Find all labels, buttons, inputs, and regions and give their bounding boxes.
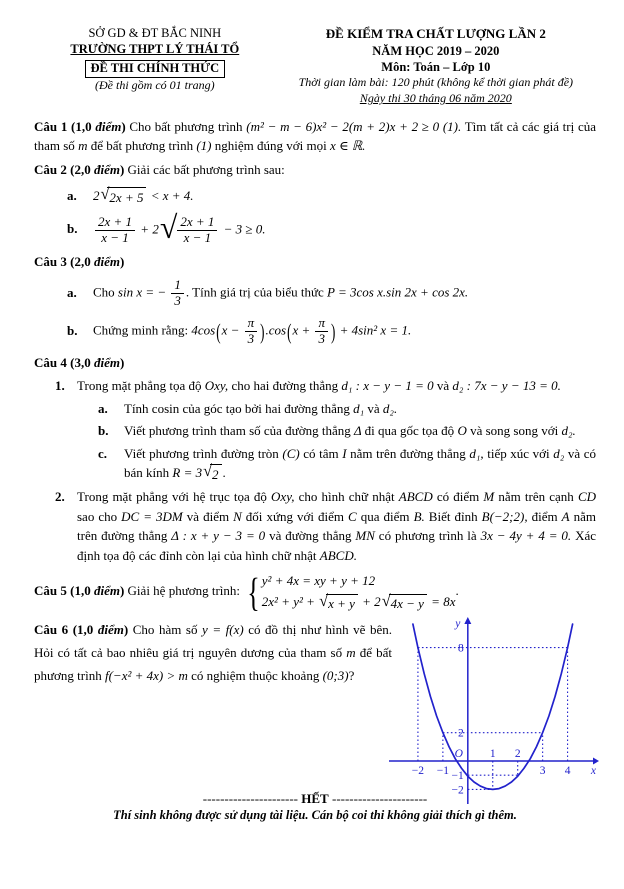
text-fragment: nghiệm đúng với mọi — [214, 138, 330, 154]
function-graph — [388, 615, 600, 805]
dashes-left: ---------------------- — [202, 791, 299, 807]
exam-date: Ngày thi 30 tháng 06 năm 2020 — [359, 90, 512, 105]
square-root — [319, 591, 358, 613]
item-marker: a. — [98, 400, 108, 416]
math-fragment: m — [346, 644, 360, 660]
page-header — [34, 26, 596, 107]
math-fragment: (m² − m − 6)x² − 2(m + 2)x + 2 ≥ 0 (1). — [246, 118, 462, 134]
question-4: Câu 4 (3,0 điểm) — [34, 355, 125, 371]
math-fragment: d₂ : 7x − y − 13 = 0. — [452, 378, 561, 393]
math-fragment: d₁, — [469, 445, 488, 461]
text-fragment: sao cho — [77, 508, 122, 524]
y-tick-label: −1 — [451, 770, 464, 783]
math-fragment: d₁ : x − y − 1 = 0 — [341, 378, 434, 393]
numerator: 1 — [171, 278, 184, 294]
text-fragment: để bất phương trình — [90, 138, 197, 154]
math-fragment: d₂. — [561, 423, 576, 438]
x-tick-label: −2 — [411, 765, 425, 778]
fraction — [95, 215, 135, 246]
big-paren: ) — [260, 318, 265, 345]
big-paren: ( — [216, 318, 221, 345]
square-root — [159, 209, 220, 246]
text-fragment: Cho hàm số — [132, 622, 202, 638]
question-4-2 — [34, 487, 596, 565]
fraction — [245, 316, 258, 347]
question-4-1b-text — [124, 421, 576, 441]
radicand: 2x + 5 — [107, 187, 146, 208]
text-fragment: có nghiệm thuộc khoảng — [187, 667, 323, 683]
school-name: TRƯỜNG THPT LÝ THÁI TỔ — [70, 41, 240, 56]
denominator: x − 1 — [183, 229, 212, 245]
square-root — [203, 461, 221, 485]
x-tick-label: 4 — [564, 765, 571, 778]
text-fragment: tiếp xúc với — [487, 445, 554, 461]
text-fragment: Cho — [93, 284, 118, 300]
math-fragment: 2x² + y² + — [261, 593, 319, 609]
footer-note: Thí sinh không được sử dụng tài liệu. Cán bộ coi thi không giải thích gì thêm. — [113, 808, 517, 823]
denominator: x − 1 — [101, 229, 129, 245]
x-tick-label: 3 — [539, 765, 546, 778]
y-tick-label: −2 — [451, 784, 464, 797]
item-marker: b. — [98, 423, 109, 438]
text-fragment: nằm trên cạnh — [494, 489, 578, 505]
question-5-intro: Giải hệ phương trình: — [127, 583, 241, 599]
school-year: NĂM HỌC 2019 – 2020 — [372, 43, 500, 58]
math-fragment: (1) — [196, 138, 215, 154]
question-2-label: Câu 2 (2,0 — [34, 161, 94, 177]
question-3-label: Câu 3 (2,0 — [34, 253, 94, 269]
text-fragment: . — [222, 465, 226, 480]
question-5: Câu 5 (1,0 điểm) Giải hệ phương trình: { y² + 4x = xy + y + 12 2x² + y² + √ x + y + 2 √ 4x − y = 8x . — [34, 572, 596, 612]
math-fragment: 4cos — [191, 322, 216, 338]
text-fragment: Biết đỉnh — [424, 508, 482, 524]
math-fragment: sin x = − — [117, 284, 170, 300]
text-fragment: Trong mặt phẳng với hệ trục tọa độ — [77, 489, 272, 505]
question-3a-text — [93, 278, 468, 309]
math-fragment: Oxy, — [271, 489, 295, 505]
system-equation-1 — [262, 572, 456, 590]
text-fragment: và có bán kính — [124, 445, 596, 480]
math-fragment: (C) — [282, 445, 304, 461]
numerator: π — [245, 316, 258, 332]
math-fragment: f(−x² + 4x) > m — [104, 667, 188, 683]
numerator: 2x + 1 — [95, 215, 135, 231]
exam-content — [34, 117, 596, 824]
text-fragment: Tìm tất cả các giá trị của tham số — [34, 118, 596, 154]
text-fragment: nằm trên đường thẳng — [77, 508, 596, 544]
text-fragment: Xác định tọa độ các đỉnh còn lại của hình chữ nhật — [77, 528, 597, 563]
square-root — [101, 187, 147, 208]
radical-sign: √ — [100, 185, 110, 204]
question-2a — [34, 186, 596, 207]
text-fragment: qua điểm — [356, 508, 414, 524]
question-3b-text — [93, 316, 411, 347]
exam-title: ĐỀ KIỂM TRA CHẤT LƯỢNG LẦN 2 — [325, 26, 546, 41]
question-4-2-text — [77, 487, 596, 565]
big-paren: ( — [287, 318, 292, 345]
page-count-note: (Đề thi gồm có 01 trang) — [95, 77, 215, 92]
question-4-label: Câu 4 (3,0 — [34, 355, 94, 371]
math-fragment: C — [348, 508, 357, 524]
math-fragment: I — [342, 445, 351, 461]
radicand: 4x − y — [389, 594, 427, 613]
text-fragment: cho hình chữ nhật — [294, 489, 399, 505]
text-fragment: ? — [348, 667, 355, 683]
text-fragment: Trong mặt phẳng tọa độ — [77, 378, 205, 393]
text-fragment: có đồ thị như hình vẽ bên. Hỏi có tất cả bao nhiêu giá trị nguyên dương của tham số — [34, 622, 392, 660]
y-axis-arrow — [464, 617, 471, 624]
math-fragment: d₂ — [553, 445, 568, 461]
text-fragment: và đường thẳng — [265, 528, 356, 544]
math-fragment: d₂. — [382, 400, 398, 416]
question-4-1c — [34, 444, 596, 485]
header-left — [34, 26, 276, 107]
x-axis-label: x — [590, 765, 596, 778]
math-fragment: + 2 — [137, 221, 159, 237]
text-fragment: có phương trình là — [374, 528, 481, 544]
math-fragment: + 4sin² x = 1. — [336, 322, 412, 338]
denominator: 3 — [318, 331, 325, 347]
math-fragment: x + — [292, 322, 314, 338]
text-fragment: Viết phương trình tham số của đường thẳng — [124, 423, 354, 438]
time-limit: Thời gian làm bài: 120 phút (không kể thời gian phát đề) — [298, 75, 574, 90]
math-fragment: .cos — [265, 322, 287, 338]
item-marker: b. — [67, 322, 78, 338]
item-marker: c. — [98, 445, 108, 461]
math-fragment: + 2 — [358, 593, 381, 609]
system-brace: { — [247, 569, 260, 615]
question-2a-text — [93, 186, 194, 207]
math-fragment: x − — [221, 322, 243, 338]
math-fragment: R = 3 — [172, 465, 203, 480]
question-6-paragraph: Câu 6 (1,0 điểm) Cho hàm số y = f(x) có đồ thị như hình vẽ bên. Hỏi có tất cả bao nhiêu giá trị nguyên dương của tham số m để bất phương trình f(−x² + 4x) > m có nghiệm thuộc khoảng (0;3)? — [34, 622, 393, 683]
radical-sign: √ — [319, 591, 329, 610]
radicand: x + y — [326, 594, 358, 613]
math-fragment: 3x − 4y + 4 = 0. — [480, 528, 572, 544]
radical-sign: √ — [203, 461, 213, 480]
text-fragment: và — [364, 400, 383, 416]
system-equation-2 — [262, 593, 456, 612]
radical-sign: √ — [381, 591, 391, 610]
text-fragment: và điểm — [182, 508, 234, 524]
x-axis-arrow — [593, 758, 599, 765]
text-fragment: nằm trên đường thẳng — [350, 445, 470, 461]
math-fragment: ABCD. — [319, 547, 357, 563]
fraction — [315, 316, 328, 347]
math-fragment: Δ : x + y − 3 = 0 — [171, 528, 266, 544]
denominator: 3 — [174, 293, 181, 309]
math-fragment: A — [561, 508, 570, 524]
math-fragment: O — [457, 423, 471, 438]
dashes-right: ---------------------- — [331, 791, 428, 807]
text-fragment: Viết phương trình đường tròn — [124, 445, 283, 461]
question-6 — [34, 619, 596, 795]
y-axis-label: y — [455, 618, 461, 631]
question-4-1 — [34, 376, 596, 396]
text-fragment: đi qua gốc tọa độ — [364, 423, 458, 438]
question-3: Câu 3 (2,0 điểm) — [34, 253, 125, 269]
text-fragment: cho hai đường thẳng — [228, 378, 342, 393]
math-fragment: MN — [355, 528, 375, 544]
question-4-1a — [34, 399, 596, 419]
fraction — [171, 278, 184, 309]
math-fragment: y² + 4x = xy + y + 12 — [261, 573, 376, 589]
text-fragment: có điểm — [432, 489, 484, 505]
denominator: 3 — [247, 331, 255, 347]
math-fragment: ABCD — [398, 489, 433, 505]
question-4-1-text — [77, 376, 561, 396]
x-tick-label: −1 — [436, 765, 449, 778]
text-fragment: có tâm — [303, 445, 343, 461]
header-right — [276, 26, 596, 107]
numerator: 2x + 1 — [177, 215, 217, 231]
square-root — [381, 591, 427, 613]
math-fragment: Oxy, — [204, 378, 229, 393]
text-fragment: đối xứng với điểm — [241, 508, 349, 524]
numerator: π — [315, 316, 328, 332]
text-fragment: và song song với — [470, 423, 562, 438]
item-marker: b. — [67, 221, 78, 237]
question-4-1b — [34, 421, 596, 441]
math-fragment: CD — [577, 489, 596, 505]
math-fragment: N — [233, 508, 242, 524]
item-marker: 1. — [55, 378, 65, 393]
question-4-1c-text — [124, 444, 596, 485]
math-fragment: B(−2;2), — [481, 508, 528, 524]
text-fragment: Tính cosin của góc tạo bởi hai đường thẳng — [124, 400, 354, 416]
math-fragment: B. — [413, 508, 425, 524]
official-exam-box: ĐỀ THI CHÍNH THỨC — [85, 60, 226, 78]
question-3b — [34, 316, 596, 347]
origin-label: O — [454, 748, 463, 761]
question-2: Câu 2 (2,0 điểm) Giải các bất phương trình sau: — [34, 161, 285, 177]
math-fragment: P = 3cos x.sin 2x + cos 2x. — [327, 284, 469, 300]
subject-line: Môn: Toán – Lớp 10 — [381, 60, 491, 75]
math-fragment: (0;3) — [322, 667, 349, 683]
fraction — [177, 215, 217, 246]
text-fragment: Chứng minh rằng: — [93, 322, 192, 338]
math-fragment: m — [78, 138, 91, 154]
item-marker: a. — [67, 188, 77, 204]
question-6-label: Câu 6 (1,0 — [34, 622, 98, 638]
question-2-intro: Giải các bất phương trình sau: — [127, 161, 285, 177]
y-tick-label: 2 — [458, 727, 464, 740]
x-tick-label: 1 — [489, 748, 496, 761]
question-1-label: Câu 1 (1,0 — [34, 118, 96, 134]
math-fragment: − 3 ≥ 0. — [220, 221, 266, 237]
text-fragment: và — [433, 378, 453, 393]
math-fragment: = 8x — [427, 593, 456, 609]
sentence-end: . — [455, 583, 459, 599]
radical-sign: √ — [159, 209, 178, 245]
y-tick-label: 8 — [458, 642, 464, 655]
math-fragment: DC = 3DM — [121, 508, 183, 524]
question-2b — [34, 209, 596, 246]
item-marker: a. — [67, 284, 77, 300]
math-fragment: 2 — [93, 188, 100, 204]
question-4-1a-text — [124, 399, 397, 419]
question-1: Câu 1 (1,0 điểm) Cho bất phương trình (m² − m − 6)x² − 2(m + 2)x + 2 ≥ 0 (1). Tìm tất cả các giá trị của tham số m để bất phương trình (1) nghiệm đúng với mọi x ∈ ℝ. — [34, 118, 596, 154]
math-fragment: Δ — [353, 423, 365, 438]
text-fragment: . Tính giá trị của biểu thức — [185, 284, 328, 300]
question-5-label: Câu 5 (1,0 — [34, 583, 94, 599]
department-name: SỞ GD & ĐT BẮC NINH — [88, 26, 222, 40]
math-fragment: y = f(x) — [202, 622, 244, 638]
text-fragment: Cho bất phương trình — [129, 118, 247, 134]
text-fragment: điểm — [527, 508, 562, 524]
x-tick-label: 2 — [514, 748, 521, 761]
question-2b-text — [93, 209, 266, 246]
math-fragment: x ∈ ℝ. — [329, 138, 366, 154]
big-paren: ) — [331, 318, 336, 345]
math-fragment: M — [483, 489, 495, 505]
math-fragment: d₁ — [353, 400, 365, 416]
text-fragment: để bất phương trình — [34, 644, 393, 683]
het-label: HẾT — [301, 791, 329, 807]
question-3a — [34, 278, 596, 309]
radicand: 2 — [210, 464, 222, 485]
item-marker: 2. — [55, 489, 65, 505]
math-fragment: < x + 4. — [147, 188, 194, 204]
equation-system — [261, 572, 459, 612]
